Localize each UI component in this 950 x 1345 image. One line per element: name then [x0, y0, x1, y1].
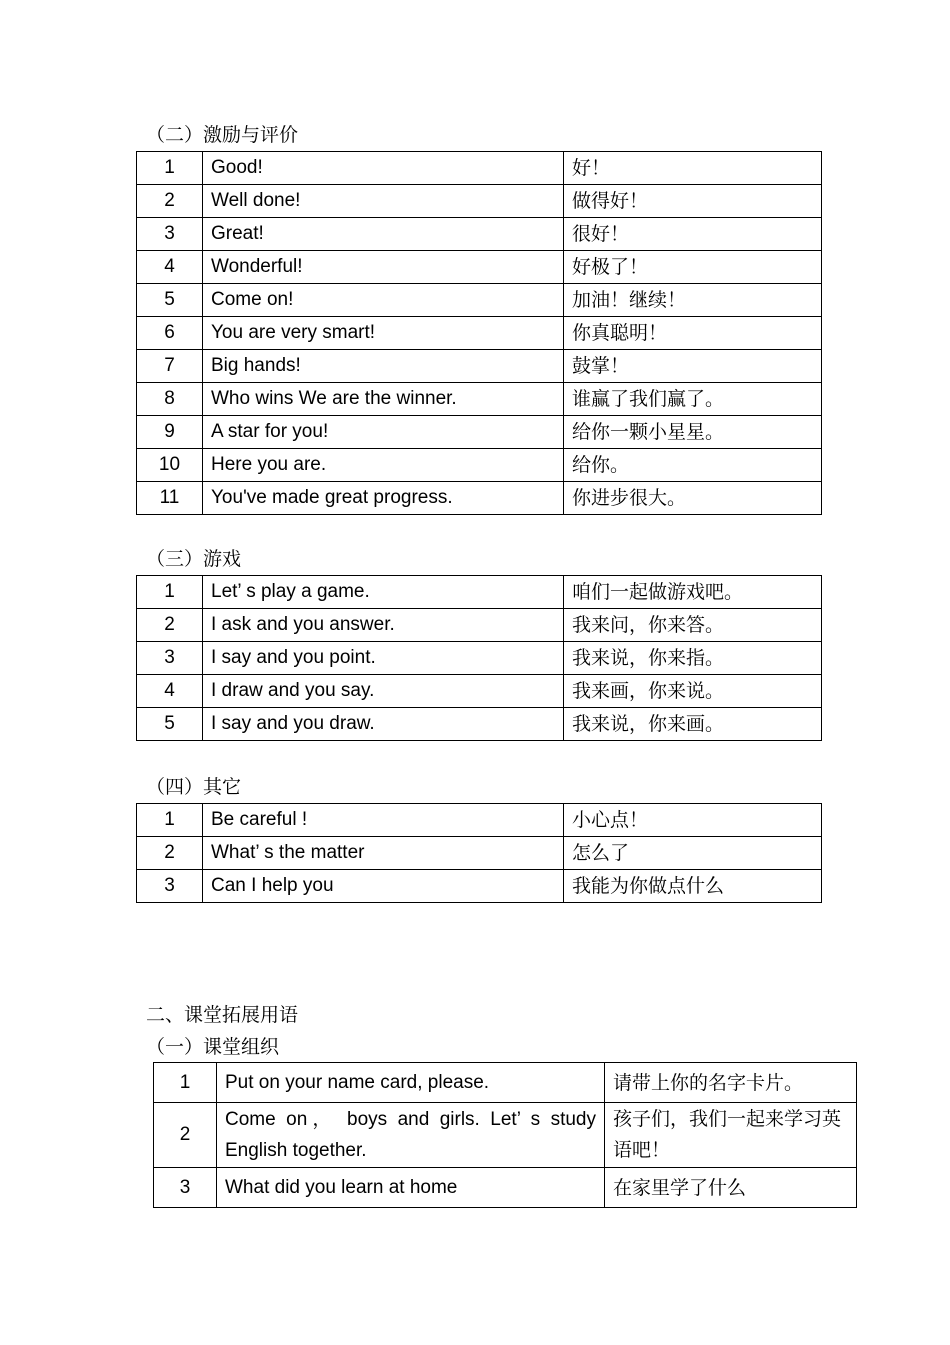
english-phrase: Be careful !: [203, 804, 564, 837]
chinese-translation: 我来说，你来画。: [564, 708, 822, 741]
chinese-translation: 我来画，你来说。: [564, 675, 822, 708]
chinese-translation: 加油！继续！: [564, 284, 822, 317]
english-phrase: Well done!: [203, 185, 564, 218]
row-number: 7: [137, 350, 203, 383]
chinese-translation: 孩子们，我们一起来学习英语吧！: [605, 1103, 857, 1168]
table-row: [137, 251, 822, 284]
others-table: [136, 803, 822, 903]
row-number: 11: [137, 482, 203, 515]
chinese-translation: 好极了！: [564, 251, 822, 284]
table-row: [137, 837, 822, 870]
table-row: [137, 152, 822, 185]
row-number: 1: [137, 804, 203, 837]
english-phrase: Come on， boys and girls. Let’ s study English together.: [217, 1103, 605, 1168]
row-number: 5: [137, 708, 203, 741]
table-row: [137, 675, 822, 708]
english-phrase: Put on your name card, please.: [217, 1063, 605, 1103]
encouragement-table: [136, 151, 822, 515]
table-row: [137, 350, 822, 383]
chinese-translation: 我来问，你来答。: [564, 609, 822, 642]
chinese-translation: 谁赢了我们赢了。: [564, 383, 822, 416]
english-phrase: I say and you point.: [203, 642, 564, 675]
english-phrase: You are very smart!: [203, 317, 564, 350]
row-number: 8: [137, 383, 203, 416]
chapter-heading-extension: 二、课堂拓展用语: [146, 1004, 299, 1026]
row-number: 1: [154, 1063, 217, 1103]
table-row: [137, 383, 822, 416]
table-row: [137, 218, 822, 251]
section-heading-games: （三）游戏: [146, 548, 242, 570]
english-phrase: Big hands!: [203, 350, 564, 383]
row-number: 3: [137, 642, 203, 675]
row-number: 4: [137, 251, 203, 284]
row-number: 1: [137, 576, 203, 609]
row-number: 6: [137, 317, 203, 350]
chinese-translation: 你进步很大。: [564, 482, 822, 515]
table-row: [137, 642, 822, 675]
row-number: 2: [137, 837, 203, 870]
chinese-translation: 在家里学了什么: [605, 1168, 857, 1208]
english-phrase: I ask and you answer.: [203, 609, 564, 642]
table-row: [137, 317, 822, 350]
chinese-translation: 给你一颗小星星。: [564, 416, 822, 449]
chinese-translation: 怎么了: [564, 837, 822, 870]
table-row: [137, 609, 822, 642]
table-row: [137, 708, 822, 741]
chinese-translation: 小心点！: [564, 804, 822, 837]
chinese-translation: 给你。: [564, 449, 822, 482]
table-row: [137, 284, 822, 317]
table-row: [137, 804, 822, 837]
english-phrase: Who wins We are the winner.: [203, 383, 564, 416]
table-row: [154, 1168, 857, 1208]
english-phrase: What did you learn at home: [217, 1168, 605, 1208]
table-row: [137, 870, 822, 903]
row-number: 3: [154, 1168, 217, 1208]
chinese-translation: 我能为你做点什么: [564, 870, 822, 903]
classroom-organization-table: [153, 1062, 857, 1208]
section-heading-classroom-organization: （一）课堂组织: [146, 1036, 280, 1058]
table-row: [154, 1103, 857, 1168]
table-row: [137, 576, 822, 609]
row-number: 5: [137, 284, 203, 317]
row-number: 9: [137, 416, 203, 449]
english-phrase: Come on!: [203, 284, 564, 317]
row-number: 4: [137, 675, 203, 708]
chinese-translation: 咱们一起做游戏吧。: [564, 576, 822, 609]
english-phrase: A star for you!: [203, 416, 564, 449]
english-phrase: You've made great progress.: [203, 482, 564, 515]
english-phrase: Good!: [203, 152, 564, 185]
chinese-translation: 做得好！: [564, 185, 822, 218]
english-phrase: I say and you draw.: [203, 708, 564, 741]
english-phrase: Here you are.: [203, 449, 564, 482]
row-number: 1: [137, 152, 203, 185]
english-phrase: Let’ s play a game.: [203, 576, 564, 609]
table-row: [137, 482, 822, 515]
english-phrase: What’ s the matter: [203, 837, 564, 870]
chinese-translation: 请带上你的名字卡片。: [605, 1063, 857, 1103]
table-row: [154, 1063, 857, 1103]
chinese-translation: 很好！: [564, 218, 822, 251]
chinese-translation: 我来说，你来指。: [564, 642, 822, 675]
row-number: 2: [137, 185, 203, 218]
row-number: 3: [137, 870, 203, 903]
chinese-translation: 你真聪明！: [564, 317, 822, 350]
english-phrase: Can I help you: [203, 870, 564, 903]
english-phrase: Great!: [203, 218, 564, 251]
english-phrase: I draw and you say.: [203, 675, 564, 708]
chinese-translation: 好！: [564, 152, 822, 185]
row-number: 10: [137, 449, 203, 482]
games-table: [136, 575, 822, 741]
chinese-translation: 鼓掌！: [564, 350, 822, 383]
table-row: [137, 449, 822, 482]
section-heading-others: （四）其它: [146, 776, 242, 798]
row-number: 3: [137, 218, 203, 251]
table-row: [137, 185, 822, 218]
table-row: [137, 416, 822, 449]
english-phrase: Wonderful!: [203, 251, 564, 284]
row-number: 2: [137, 609, 203, 642]
section-heading-encouragement: （二）激励与评价: [146, 124, 299, 146]
row-number: 2: [154, 1103, 217, 1168]
